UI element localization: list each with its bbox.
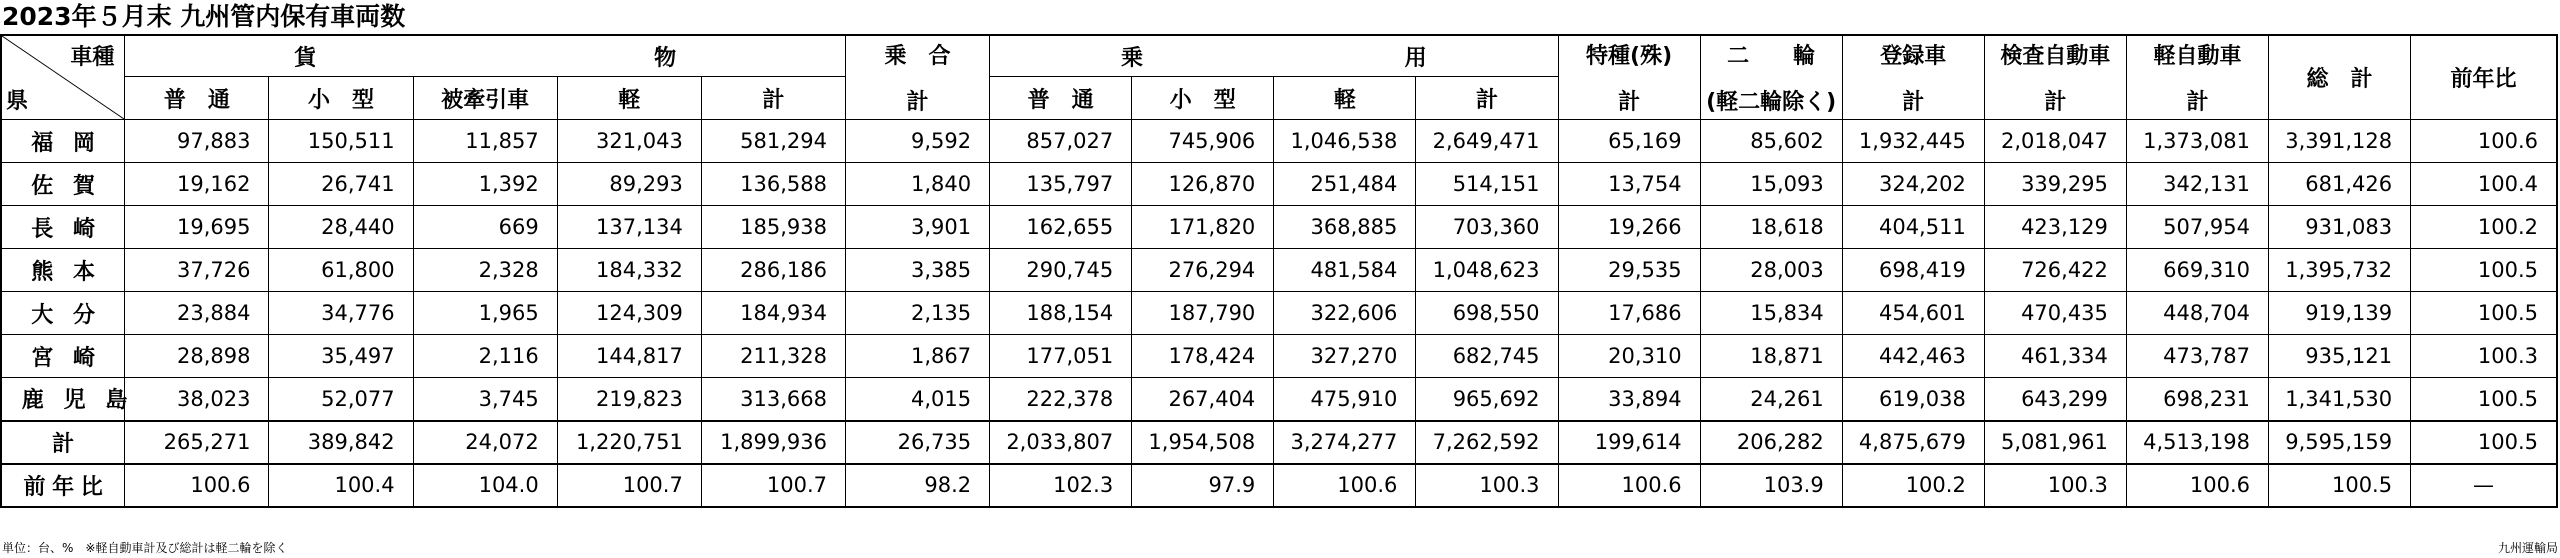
value-cell: 321,043 [557, 120, 701, 163]
value-cell: 3,391,128 [2269, 120, 2411, 163]
value-cell: 2,135 [845, 292, 989, 335]
value-cell: 313,668 [701, 378, 845, 421]
value-cell: 29,535 [1558, 249, 1700, 292]
value-cell: 100.4 [2411, 163, 2557, 206]
corner-vehicle-type-label: 車種 [70, 45, 115, 70]
value-cell: 475,910 [1274, 378, 1416, 421]
value-cell: 97,883 [125, 120, 269, 163]
value-cell: 1,220,751 [557, 421, 701, 464]
value-cell: 100.3 [1984, 464, 2126, 507]
value-cell: 150,511 [269, 120, 413, 163]
value-cell: 61,800 [269, 249, 413, 292]
value-cell: 100.6 [125, 464, 269, 507]
value-cell: 669,310 [2126, 249, 2268, 292]
kei-total-header [2126, 35, 2268, 120]
value-cell: 461,334 [1984, 335, 2126, 378]
bus-total-header [845, 35, 989, 120]
car-col-header: 計 [1416, 77, 1558, 120]
value-cell: 682,745 [1416, 335, 1558, 378]
value-cell: 9,592 [845, 120, 989, 163]
value-cell: 26,735 [845, 421, 989, 464]
value-cell: 1,048,623 [1416, 249, 1558, 292]
cargo-col-header: 被牽引車 [413, 77, 557, 120]
value-cell: 97.9 [1132, 464, 1274, 507]
bus-total-header-bottom: 計 [906, 90, 929, 115]
car-col-header: 小 型 [1132, 77, 1274, 120]
value-cell: 187,790 [1132, 292, 1274, 335]
source-label: 九州運輸局 [2497, 541, 2558, 555]
value-cell: 919,139 [2269, 292, 2411, 335]
motorcycle-header-bottom: (軽二輪除く) [1706, 90, 1837, 115]
value-cell: 454,601 [1842, 292, 1984, 335]
value-cell: 100.3 [2411, 335, 2557, 378]
inspected-header-top: 検査自動車 [2000, 44, 2111, 69]
prefecture-cell: 熊本 [1, 249, 125, 292]
motorcycle-header-top: 二 輪 [1727, 44, 1816, 69]
cargo-col-header: 小 型 [269, 77, 413, 120]
value-cell: 1,899,936 [701, 421, 845, 464]
value-cell: 188,154 [990, 292, 1132, 335]
value-cell: 35,497 [269, 335, 413, 378]
value-cell: 11,857 [413, 120, 557, 163]
value-cell: 448,704 [2126, 292, 2268, 335]
value-cell: 24,072 [413, 421, 557, 464]
value-cell: 265,271 [125, 421, 269, 464]
value-cell: 100.2 [2411, 206, 2557, 249]
table-row [1, 292, 2557, 335]
value-cell: 37,726 [125, 249, 269, 292]
value-cell: 4,015 [845, 378, 989, 421]
prefecture-cell: 福岡 [1, 120, 125, 163]
value-cell: 581,294 [701, 120, 845, 163]
value-cell: 322,606 [1274, 292, 1416, 335]
value-cell: 20,310 [1558, 335, 1700, 378]
value-cell: 52,077 [269, 378, 413, 421]
registered-total-header [1842, 35, 1984, 120]
special-total-header [1558, 35, 1700, 120]
value-cell: 9,595,159 [2269, 421, 2411, 464]
value-cell: 34,776 [269, 292, 413, 335]
value-cell: 342,131 [2126, 163, 2268, 206]
value-cell: 481,584 [1274, 249, 1416, 292]
motorcycle-header [1700, 35, 1842, 120]
car-col-header: 軽 [1274, 77, 1416, 120]
kei-header-bottom: 計 [2186, 90, 2209, 115]
value-cell: 3,745 [413, 378, 557, 421]
value-cell: 442,463 [1842, 335, 1984, 378]
value-cell: 136,588 [701, 163, 845, 206]
value-cell: 324,202 [1842, 163, 1984, 206]
inspected-total-header [1984, 35, 2126, 120]
value-cell: 206,282 [1700, 421, 1842, 464]
car-col-header: 普 通 [990, 77, 1132, 120]
value-cell: 15,834 [1700, 292, 1842, 335]
value-cell: 698,550 [1416, 292, 1558, 335]
value-cell: 137,134 [557, 206, 701, 249]
value-cell: 1,341,530 [2269, 378, 2411, 421]
value-cell: 935,121 [2269, 335, 2411, 378]
value-cell: 857,027 [990, 120, 1132, 163]
value-cell: 23,884 [125, 292, 269, 335]
value-cell: 368,885 [1274, 206, 1416, 249]
prefecture-cell: 前年比 [1, 464, 125, 507]
value-cell: 162,655 [990, 206, 1132, 249]
prefecture-cell: 佐賀 [1, 163, 125, 206]
value-cell: 2,033,807 [990, 421, 1132, 464]
prefecture-cell: 大分 [1, 292, 125, 335]
cargo-group-label-1: 貨 [294, 45, 317, 71]
value-cell: 1,373,081 [2126, 120, 2268, 163]
corner-header-cell [1, 35, 125, 120]
value-cell: 100.5 [2411, 378, 2557, 421]
value-cell: 144,817 [557, 335, 701, 378]
value-cell: 185,938 [701, 206, 845, 249]
value-cell: 100.5 [2411, 292, 2557, 335]
value-cell: 669 [413, 206, 557, 249]
corner-prefecture-label: 県 [6, 89, 29, 114]
value-cell: 100.5 [2411, 249, 2557, 292]
table-row [1, 421, 2557, 464]
value-cell: 100.6 [1274, 464, 1416, 507]
cargo-group-header [125, 35, 846, 77]
unit-footnote: 単位：台、% ※軽自動車計及び総計は軽二輪を除く [2, 541, 288, 555]
prefecture-cell: 計 [1, 421, 125, 464]
cargo-col-header: 計 [701, 77, 845, 120]
value-cell: 389,842 [269, 421, 413, 464]
value-cell: 28,440 [269, 206, 413, 249]
value-cell: 7,262,592 [1416, 421, 1558, 464]
value-cell: 100.5 [2411, 421, 2557, 464]
value-cell: 102.3 [990, 464, 1132, 507]
value-cell: 4,513,198 [2126, 421, 2268, 464]
value-cell: 745,906 [1132, 120, 1274, 163]
value-cell: 184,332 [557, 249, 701, 292]
value-cell: 698,419 [1842, 249, 1984, 292]
value-cell: 2,649,471 [1416, 120, 1558, 163]
yoy-header: 前年比 [2411, 35, 2557, 120]
value-cell: 423,129 [1984, 206, 2126, 249]
prefecture-cell: 宮崎 [1, 335, 125, 378]
value-cell: 24,261 [1700, 378, 1842, 421]
value-cell: 28,003 [1700, 249, 1842, 292]
value-cell: 222,378 [990, 378, 1132, 421]
value-cell: 4,875,679 [1842, 421, 1984, 464]
value-cell: 2,116 [413, 335, 557, 378]
inspected-header-bottom: 計 [2044, 90, 2067, 115]
value-cell: 171,820 [1132, 206, 1274, 249]
page-title: 2023年５月末 九州管内保有車両数 [2, 2, 406, 31]
value-cell: 2,328 [413, 249, 557, 292]
value-cell: 1,046,538 [1274, 120, 1416, 163]
value-cell: 470,435 [1984, 292, 2126, 335]
value-cell: 1,392 [413, 163, 557, 206]
table-row [1, 206, 2557, 249]
value-cell: 681,426 [2269, 163, 2411, 206]
value-cell: 100.7 [557, 464, 701, 507]
value-cell: 15,093 [1700, 163, 1842, 206]
value-cell: — [2411, 464, 2557, 507]
table-row [1, 335, 2557, 378]
car-group-label-1: 乗 [1120, 45, 1143, 71]
value-cell: 2,018,047 [1984, 120, 2126, 163]
car-group-label-2: 用 [1404, 45, 1427, 71]
value-cell: 211,328 [701, 335, 845, 378]
value-cell: 619,038 [1842, 378, 1984, 421]
cargo-col-header: 普 通 [125, 77, 269, 120]
grand-total-header: 総 計 [2269, 35, 2411, 120]
value-cell: 17,686 [1558, 292, 1700, 335]
special-header-top: 特種(殊) [1586, 44, 1673, 69]
value-cell: 184,934 [701, 292, 845, 335]
value-cell: 19,695 [125, 206, 269, 249]
table-row [1, 163, 2557, 206]
value-cell: 931,083 [2269, 206, 2411, 249]
value-cell: 19,266 [1558, 206, 1700, 249]
value-cell: 1,867 [845, 335, 989, 378]
bus-total-header-top: 乗 合 [884, 44, 951, 69]
value-cell: 100.5 [2269, 464, 2411, 507]
cargo-group-label-2: 物 [654, 45, 677, 71]
value-cell: 100.6 [2411, 120, 2557, 163]
value-cell: 65,169 [1558, 120, 1700, 163]
value-cell: 28,898 [125, 335, 269, 378]
value-cell: 267,404 [1132, 378, 1274, 421]
value-cell: 726,422 [1984, 249, 2126, 292]
value-cell: 100.6 [1558, 464, 1700, 507]
value-cell: 5,081,961 [1984, 421, 2126, 464]
value-cell: 18,871 [1700, 335, 1842, 378]
value-cell: 3,274,277 [1274, 421, 1416, 464]
value-cell: 199,614 [1558, 421, 1700, 464]
value-cell: 703,360 [1416, 206, 1558, 249]
value-cell: 124,309 [557, 292, 701, 335]
value-cell: 178,424 [1132, 335, 1274, 378]
value-cell: 135,797 [990, 163, 1132, 206]
value-cell: 219,823 [557, 378, 701, 421]
value-cell: 38,023 [125, 378, 269, 421]
value-cell: 85,602 [1700, 120, 1842, 163]
table-row [1, 120, 2557, 163]
table-row [1, 249, 2557, 292]
table-row [1, 378, 2557, 421]
special-header-bottom: 計 [1618, 90, 1641, 115]
value-cell: 507,954 [2126, 206, 2268, 249]
value-cell: 18,618 [1700, 206, 1842, 249]
value-cell: 1,395,732 [2269, 249, 2411, 292]
registered-header-bottom: 計 [1902, 90, 1925, 115]
value-cell: 100.2 [1842, 464, 1984, 507]
prefecture-cell: 鹿児島 [1, 378, 125, 421]
value-cell: 19,162 [125, 163, 269, 206]
value-cell: 473,787 [2126, 335, 2268, 378]
value-cell: 965,692 [1416, 378, 1558, 421]
value-cell: 33,894 [1558, 378, 1700, 421]
value-cell: 286,186 [701, 249, 845, 292]
value-cell: 100.3 [1416, 464, 1558, 507]
value-cell: 3,385 [845, 249, 989, 292]
value-cell: 1,932,445 [1842, 120, 1984, 163]
value-cell: 177,051 [990, 335, 1132, 378]
value-cell: 100.4 [269, 464, 413, 507]
value-cell: 126,870 [1132, 163, 1274, 206]
value-cell: 1,954,508 [1132, 421, 1274, 464]
kei-header-top: 軽自動車 [2153, 44, 2242, 69]
value-cell: 327,270 [1274, 335, 1416, 378]
cargo-col-header: 軽 [557, 77, 701, 120]
value-cell: 1,965 [413, 292, 557, 335]
vehicle-count-table [0, 34, 2558, 508]
value-cell: 100.6 [2126, 464, 2268, 507]
value-cell: 276,294 [1132, 249, 1274, 292]
value-cell: 404,511 [1842, 206, 1984, 249]
value-cell: 339,295 [1984, 163, 2126, 206]
prefecture-cell: 長崎 [1, 206, 125, 249]
passenger-car-group-header [990, 35, 1558, 77]
value-cell: 89,293 [557, 163, 701, 206]
value-cell: 251,484 [1274, 163, 1416, 206]
value-cell: 1,840 [845, 163, 989, 206]
value-cell: 104.0 [413, 464, 557, 507]
value-cell: 3,901 [845, 206, 989, 249]
table-row [1, 464, 2557, 507]
value-cell: 290,745 [990, 249, 1132, 292]
value-cell: 13,754 [1558, 163, 1700, 206]
value-cell: 643,299 [1984, 378, 2126, 421]
value-cell: 103.9 [1700, 464, 1842, 507]
value-cell: 698,231 [2126, 378, 2268, 421]
value-cell: 100.7 [701, 464, 845, 507]
value-cell: 514,151 [1416, 163, 1558, 206]
value-cell: 26,741 [269, 163, 413, 206]
registered-header-top: 登録車 [1880, 44, 1947, 69]
value-cell: 98.2 [845, 464, 989, 507]
